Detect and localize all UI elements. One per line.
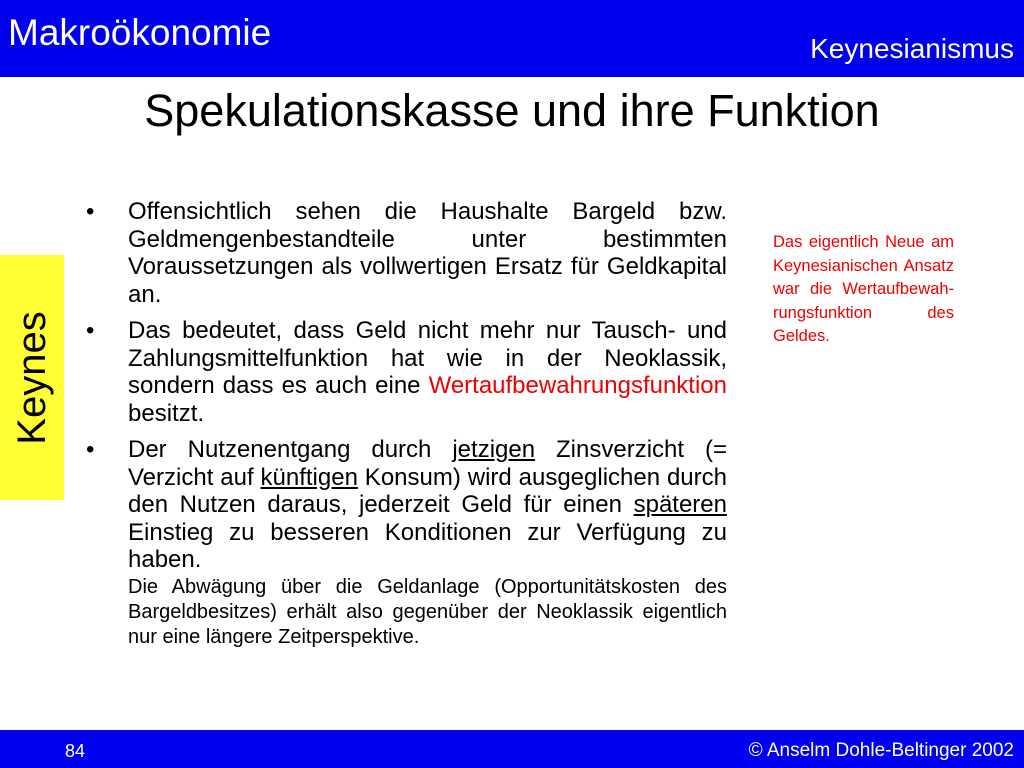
bullet-list [86,198,727,583]
bullet-text: Offensichtlich sehen die Haushalte Bargeld bzw. Geldmengenbestandteile unter bestimmten Voraussetzungen als vollwertigen Ersatz für Geldkapital an. [128,198,727,308]
bullet-text-start: Das bedeutet, dass Geld nicht mehr nur Tausch- und Zahlungsmittelfunktion hat wie in der Neoklassik, sondern dass es auch eine [128,317,727,399]
header-bar [0,0,1024,77]
bullet-icon: • [86,198,95,225]
course-title: Makroökonomie [8,12,272,53]
sub-paragraph: Die Abwägung über die Geldanlage (Opportunitätskosten des Bargeldbesitzes) erhält also gegenüber der Neoklassik eigentlich nur eine längere Zeitperspektive. [128,576,727,648]
side-tab [0,255,64,500]
footer-bar [0,730,1024,768]
bullet-text-part: Konsum) wird ausgeglichen durch den Nutzen daraus, jederzeit Geld für einen [128,463,727,518]
side-tab-label: Keynes [10,310,54,445]
bullet-text-part: Einstieg zu besseren Konditionen zur Verfügung zu haben. [128,518,727,573]
topic-label: Keynesianismus [810,33,1014,64]
bullet-icon: • [86,317,95,344]
slide-title: Spekulationskasse und ihre Funktion [144,85,880,136]
bullet-text-part: Der Nutzenentgang durch [128,436,453,463]
bullet-item [86,317,727,427]
side-note: Das eigentlich Neue am Keynesianischen Ansatz war die Wertaufbewah-rungsfunktion des Geldes. [773,233,954,345]
bullet-item [86,436,727,574]
underlined-word: späteren [633,491,727,518]
copyright-notice: © Anselm Dohle-Beltinger 2002 [748,740,1014,761]
highlighted-term: Wertaufbewahrungsfunktion [428,372,727,399]
bullet-icon: • [86,436,95,463]
underlined-word: jetzigen [452,436,536,463]
bullet-text-end: besitzt. [128,399,205,427]
page-number: 84 [65,741,86,761]
bullet-text-part: Zinsverzicht (= Verzicht auf [128,436,727,491]
bullet-item [86,198,727,308]
underlined-word: künftigen [260,463,358,491]
